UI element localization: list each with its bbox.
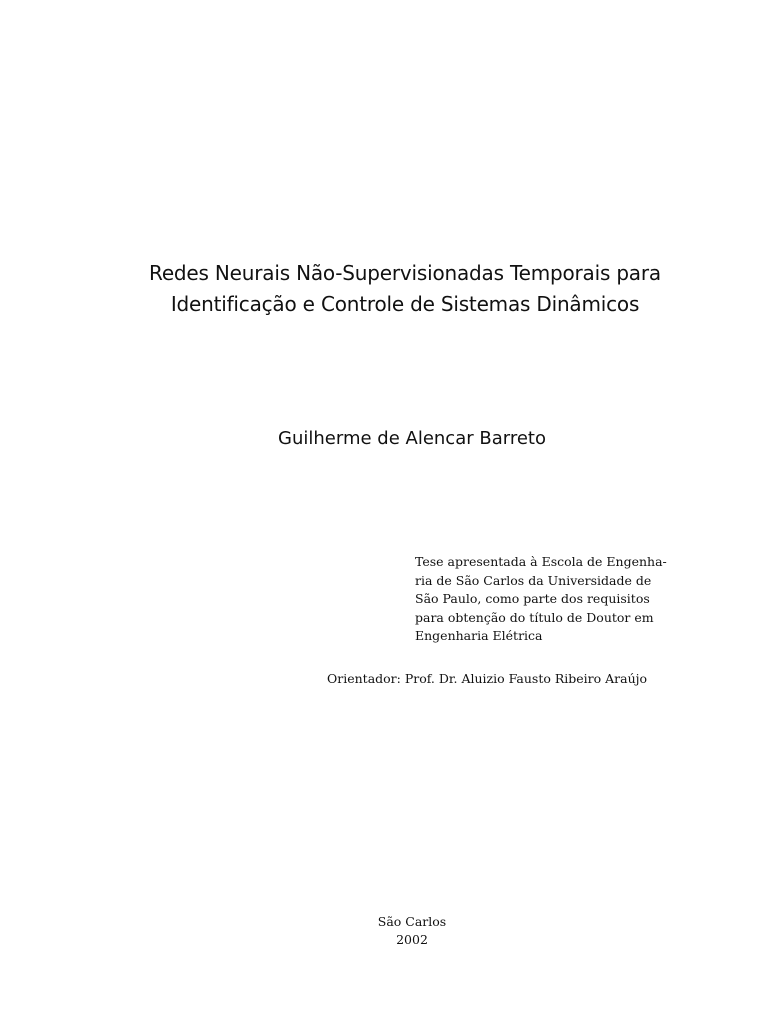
author-name: Guilherme de Alencar Barreto [278, 428, 546, 449]
place-name: São Carlos [377, 914, 447, 929]
place-and-date [0, 913, 768, 949]
thesis-note-line: Tese apresentada à Escola de Engenha- [415, 554, 667, 569]
year: 2002 [396, 932, 428, 947]
thesis-note-line: ria de São Carlos da Universidade de [415, 572, 652, 588]
document-title [0, 258, 768, 320]
title-line-1: Redes Neurais Não-Supervisionadas Temporais para [149, 261, 661, 285]
thesis-note-line: para obtenção do título de Doutor em [415, 609, 654, 625]
title-line-2: Identificação e Controle de Sistemas Dinâmicos [170, 292, 640, 316]
thesis-note-line: São Paulo, como parte dos requisitos [415, 591, 650, 606]
thesis-note-line: Engenharia Elétrica [415, 628, 543, 643]
advisor-line: Orientador: Prof. Dr. Aluizio Fausto Ribeiro Araújo [327, 671, 648, 686]
thesis-note [415, 553, 673, 646]
